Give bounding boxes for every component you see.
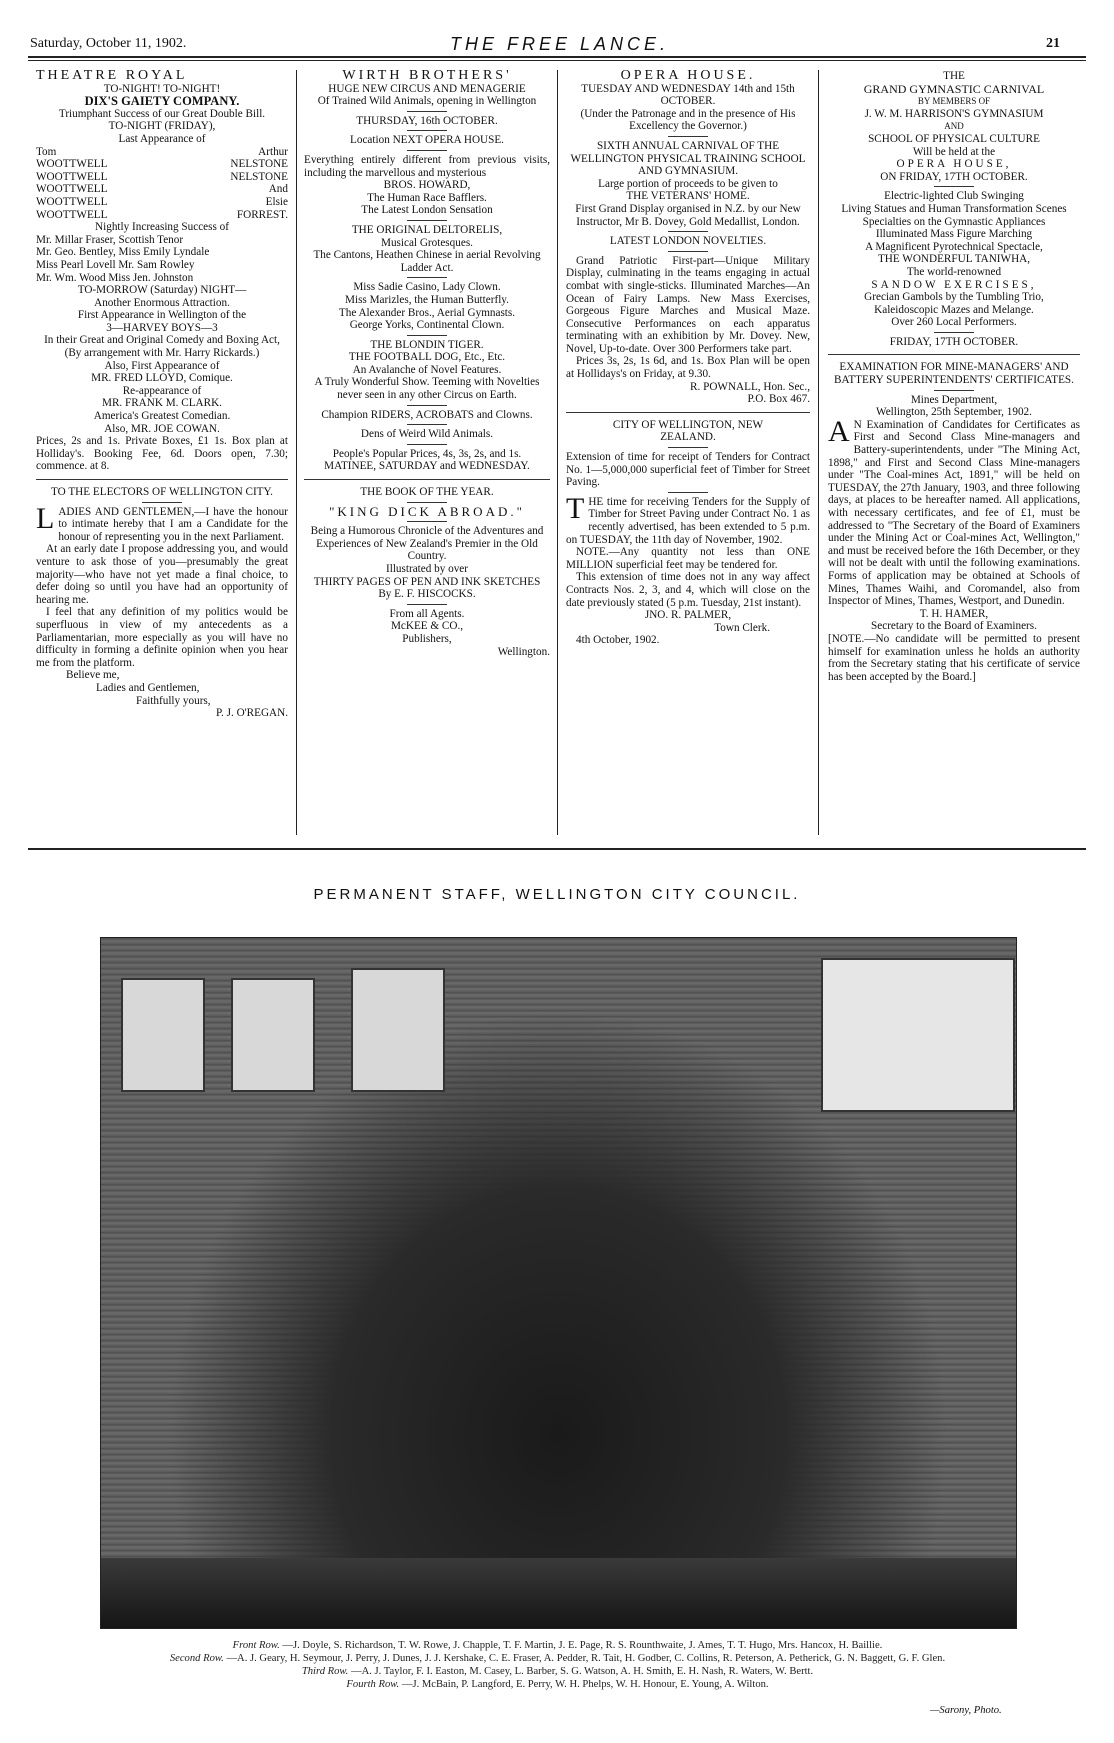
notice-text: HE time for receiving Tenders for the Supply of Timber for Street Paving under Contract No. 1 as recently advertised, has been extended to 5 p.m. on TUESDAY, the 11th day of November, 1902. [566, 495, 810, 546]
ad-line: Nightly Increasing Success of [95, 221, 229, 234]
caption-row [100, 1678, 1015, 1691]
column-divider [818, 70, 819, 835]
ad-line: Large portion of proceeds to be given to [598, 177, 778, 190]
caption-row-label: Front Row. [232, 1640, 280, 1651]
caption-row [100, 1665, 1015, 1678]
section-rule [28, 848, 1086, 850]
ad-line: THE WONDERFUL TANIWHA, [877, 253, 1031, 266]
ad-line: Of Trained Wild Animals, opening in Wellington [317, 95, 537, 108]
ad-line: Over 260 Local Performers. [891, 316, 1017, 329]
notice-text: N Examination of Candidates for Certificates as First and Second Class Mine-managers and Battery-superintendents, under "The Mining Act, 1898," and First and Second Class Mine-managers under "The Coal-mines Act, 1891," will be held on TUESDAY, the 27th January, 1903, and three following days, at places to be hereafter named. All applications, with necessary certificates, and fee of £1, must be addressed to "The Secretary of the Board of Examiners under the Mining Act or Coal-mines Act, Wellington," and must be received before the 16th December, or they will not be dealt with until the following examinations. Forms of application may be obtained at Schools of Mines, Thames Waihi, and Coromandel, also from Inspector of Mines, Thames, Westport, and Dunedin. [828, 418, 1080, 608]
separator [668, 251, 708, 252]
ad-line: Mr. Wm. Wood Miss Jen. Johnston [36, 271, 194, 284]
ad-line: Miss Pearl Lovell Mr. Sam Rowley [36, 258, 195, 271]
separator [407, 502, 447, 503]
ad-line: An Avalanche of Novel Features. [352, 363, 502, 376]
caption-row-label: Third Row. [301, 1666, 349, 1677]
cast-right: And [268, 183, 288, 196]
ad-line: MATINEE, SATURDAY and WEDNESDAY. [324, 460, 530, 473]
photo-credit: —Sarony, Photo. [930, 1705, 1002, 1716]
ad-line: THURSDAY, 16th OCTOBER. [356, 114, 498, 127]
ad-line: FRIDAY, 17TH OCTOBER. [889, 335, 1019, 348]
ad-line: Re-appearance of [122, 384, 202, 397]
notice-title: CITY OF WELLINGTON, NEW ZEALAND. [612, 418, 764, 444]
ad-line: From all Agents. [389, 607, 465, 620]
ad-line: J. W. M. HARRISON'S GYMNASIUM [864, 107, 1044, 120]
cast-left: WOOTTWELL [36, 208, 108, 221]
cast-left: WOOTTWELL [36, 170, 108, 183]
notice-line: Mines Department, [910, 393, 998, 406]
notice-signature: Secretary to the Board of Examiners. [871, 620, 1037, 633]
ad-line: Location NEXT OPERA HOUSE. [350, 134, 504, 147]
photo-sky [821, 958, 1015, 1112]
separator [407, 130, 447, 131]
notice-paragraph: This extension of time does not in any way affect Contracts Nos. 2, 3, and 4, which will close on the date previously stated (5 p.m. Tuesday, 21st instant). [566, 571, 810, 609]
ad-line: Publishers, [402, 632, 452, 645]
book-title: "KING DICK ABROAD." [329, 503, 525, 519]
ad-line: By E. F. HISCOCKS. [378, 588, 476, 601]
notice-paragraph [566, 491, 810, 546]
separator [142, 502, 182, 503]
caption-row [100, 1639, 1015, 1652]
masthead: THE FREE LANCE. [450, 34, 670, 54]
photo-caption [100, 1639, 1015, 1691]
letter-paragraph [36, 501, 288, 544]
signature: P. J. O'REGAN. [216, 707, 288, 720]
ad-line: TO-NIGHT (FRIDAY), [108, 120, 216, 133]
ad-line: TO-MORROW (Saturday) NIGHT— [77, 284, 247, 297]
ad-line: A Truly Wonderful Show. Teeming with Novelties never seen in any other Circus on Earth. [314, 376, 540, 402]
separator [668, 231, 708, 232]
ad-line: Illustrated by over [385, 563, 469, 575]
ad-line: HUGE NEW CIRCUS AND MENAGERIE [328, 82, 526, 95]
separator [668, 447, 708, 448]
caption-names: —A. J. Taylor, F. I. Easton, M. Casey, L. Barber, S. G. Watson, A. H. Smith, E. H. Nash, R. Waters, W. Bertt. [351, 1666, 814, 1677]
separator [407, 335, 447, 336]
notice-paragraph: NOTE.—Any quantity not less than ONE MILLION superficial feet may be tendered for. [566, 546, 810, 571]
ad-prices: Prices, 2s and 1s. Private Boxes, £1 1s. Box plan at Holliday's. Booking Fee, 6d. Doors open, 7.30; commence. at 8. [36, 435, 288, 473]
ad-line: The Alexander Bros., Aerial Gymnasts. [338, 306, 516, 319]
ad-line: SIXTH ANNUAL CARNIVAL OF THE WELLINGTON PHYSICAL TRAINING SCHOOL AND GYMNASIUM. [570, 139, 806, 178]
ad-line: THE [943, 70, 965, 82]
column-opera-house [566, 70, 810, 647]
notice-paragraph: Extension of time for receipt of Tenders for Contract No. 1—5,000,000 superficial feet of Timber for Street Paving. [566, 451, 810, 489]
ad-line: ON FRIDAY, 17TH OCTOBER. [880, 170, 1028, 183]
ad-title: THE BOOK OF THE YEAR. [360, 486, 494, 499]
ad-line: The Latest London Sensation [361, 204, 493, 217]
separator [407, 444, 447, 445]
ad-line: TUESDAY AND WEDNESDAY 14th and 15th OCTOBER. [581, 82, 795, 108]
photo-window [231, 978, 315, 1092]
column-gymnastic-carnival [828, 70, 1080, 683]
letter-closing: Ladies and Gentlemen, [96, 681, 200, 694]
ad-line: Last Appearance of [118, 132, 206, 145]
ad-line: THE FOOTBALL DOG, Etc., Etc. [348, 351, 506, 364]
caption-names: —A. J. Geary, H. Seymour, J. Perry, J. Dunes, J. J. Kershake, C. E. Fraser, A. Pedder, R. Tait, H. Godber, C. Collins, R. Peterson, A. Petherick, G. N. Baggett, G. F. Glen. [226, 1653, 946, 1664]
separator [36, 479, 288, 480]
ad-line: Living Statues and Human Transformation Scenes [841, 202, 1067, 215]
ad-line: MR. FRANK M. CLARK. [102, 397, 222, 410]
ad-line: SCHOOL OF PHYSICAL CULTURE [868, 132, 1040, 145]
issue-date: Saturday, October 11, 1902. [30, 36, 187, 51]
ad-line: The world-renowned [906, 265, 1002, 278]
ad-line: TO-NIGHT! TO-NIGHT! [103, 82, 221, 95]
letter-closing: Believe me, [66, 669, 120, 682]
ad-line: Dens of Weird Wild Animals. [360, 428, 494, 441]
letter-paragraph: I feel that any definition of my politics would be superfluous in view of my antecedents as a Parliamentarian, more especially as you will have no difficulty in forming a definite opinion when you hear me from the platform. [36, 606, 288, 669]
photo-window [121, 978, 205, 1092]
ad-line: The Human Race Bafflers. [367, 191, 487, 204]
separator [934, 332, 974, 333]
separator [407, 220, 447, 221]
separator [407, 150, 447, 151]
ad-line: In their Great and Original Comedy and Boxing Act, [44, 334, 280, 347]
drop-cap: L [36, 501, 55, 535]
letter-title: TO THE ELECTORS OF WELLINGTON CITY. [51, 486, 273, 498]
separator [407, 405, 447, 406]
group-photograph [100, 937, 1017, 1629]
ad-title: OPERA HOUSE. [620, 68, 756, 83]
photo-title: PERMANENT STAFF, WELLINGTON CITY COUNCIL. [313, 886, 801, 903]
ad-title: THEATRE ROYAL [36, 68, 188, 83]
ad-line: THE ORIGINAL DELTORELIS, [351, 223, 503, 236]
cast-list [36, 146, 288, 222]
cast-right: FORREST. [236, 208, 288, 221]
ad-paragraph: Grand Patriotic First-part—Unique Military Display, culminating in the teams engaging in actual combat with single-sticks. Illuminated Marches—An Ocean of Fairy Lamps. New Mass Exercises, Gorgeous Figure Marches and Musical Maze. Consecutive Performances on each apparatus terminating with an exhibition by Mr. Dovey. New, Novel, Up-to-date. Over 300 Performers take part. [566, 254, 810, 355]
cast-right: NELSTONE [230, 158, 288, 171]
ad-line: R. POWNALL, Hon. Sec., [690, 380, 810, 393]
separator [407, 277, 447, 278]
ad-line: Grecian Gambols by the Tumbling Trio, [864, 291, 1044, 304]
cast-right: Elsie [265, 195, 288, 208]
ad-line: Kaleidoscopic Mazes and Melange. [874, 303, 1034, 316]
cast-right: NELSTONE [230, 170, 288, 183]
ad-line: SANDOW EXERCISES, [871, 278, 1037, 291]
ad-line: Another Enormous Attraction. [94, 296, 230, 309]
ad-line: Illuminated Mass Figure Marching [875, 228, 1033, 241]
ad-title: WIRTH BROTHERS' [342, 68, 512, 83]
ad-line: P.O. Box 467. [747, 393, 810, 406]
ad-line: Everything entirely different from previous visits, including the marvellous and mysterious [304, 153, 550, 179]
cast-left: WOOTTWELL [36, 195, 108, 208]
ad-line: Also, First Appearance of [104, 359, 220, 372]
header-rule-thin [28, 60, 1086, 61]
ad-line: Champion RIDERS, ACROBATS and Clowns. [321, 408, 533, 421]
caption-names: —J. Doyle, S. Richardson, T. W. Rowe, J. Chapple, T. F. Martin, J. E. Page, R. S. Rounthwaite, J. Ames, T. T. Hugo, Mrs. Hancox, H. Baillie. [282, 1640, 883, 1651]
ad-line: Specialties on the Gymnastic Appliances [862, 215, 1046, 228]
separator [407, 521, 447, 522]
ad-line: The Cantons, Heathen Chinese in aerial Revolving Ladder Act. [313, 249, 541, 274]
ad-line: Miss Sadie Casino, Lady Clown. [353, 281, 501, 294]
photo-window [351, 968, 445, 1092]
cast-left: Tom [36, 145, 57, 158]
separator [828, 354, 1080, 355]
column-divider [296, 70, 297, 835]
ad-line: Miss Marizles, the Human Butterfly. [345, 293, 509, 306]
ad-line: First Grand Display organised in N.Z. by our New Instructor, Mr B. Dovey, Gold Medallist, London. [575, 202, 801, 228]
separator [566, 412, 810, 413]
ad-line: Musical Grotesques. [381, 236, 473, 249]
ad-line: THIRTY PAGES OF PEN AND INK SKETCHES [313, 575, 541, 588]
ad-line: Also, MR. JOE COWAN. [104, 422, 220, 435]
ad-line: (Under the Patronage and in the presence of His Excellency the Governor.) [580, 107, 796, 133]
separator [304, 479, 550, 480]
ad-line: BROS. HOWARD, [383, 179, 471, 192]
ad-line: Electric-lighted Club Swinging [884, 190, 1024, 203]
ad-line: LATEST LONDON NOVELTIES. [609, 235, 767, 248]
notice-line: Wellington, 25th September, 1902. [876, 406, 1032, 419]
ad-line: 3—HARVEY BOYS—3 [106, 321, 218, 334]
ad-line: Mr. Millar Fraser, Scottish Tenor [36, 233, 184, 246]
cast-left: WOOTTWELL [36, 158, 108, 171]
ad-line: AND [944, 121, 964, 132]
column-divider [557, 70, 558, 835]
caption-row-label: Fourth Row. [346, 1679, 400, 1690]
ad-line: George Yorks, Continental Clown. [349, 319, 505, 332]
letter-paragraph: At an early date I propose addressing you, and would venture to ask those of you—presumably the great majority—who have not yet made a final choice, to defer doing so until you have had an opportunity of hearing me. [36, 543, 288, 606]
notice-signature: JNO. R. PALMER, [644, 609, 732, 622]
ad-line: BY MEMBERS OF [917, 96, 991, 107]
notice-date: 4th October, 1902. [576, 634, 660, 647]
separator [407, 604, 447, 605]
company-name: DIX'S GAIETY COMPANY. [84, 94, 240, 109]
drop-cap: T [566, 491, 585, 525]
ad-line: America's Greatest Comedian. [93, 410, 231, 423]
column-wirth-brothers [304, 70, 550, 658]
ad-line: THE VETERANS' HOME. [626, 190, 750, 203]
separator [934, 390, 974, 391]
column-theatre-royal [36, 70, 288, 720]
ad-line: First Appearance in Wellington of the [77, 309, 247, 322]
ad-line: Will be held at the [912, 145, 996, 158]
photo-floor [101, 1558, 1016, 1628]
ad-line: A Magnificent Pyrotechnical Spectacle, [865, 240, 1043, 253]
notice-title: EXAMINATION FOR MINE-MANAGERS' AND BATTERY SUPERINTENDENTS' CERTIFICATES. [834, 361, 1074, 387]
ad-line: MR. FRED LLOYD, Comique. [91, 372, 233, 385]
ad-line: Being a Humorous Chronicle of the Adventures and Experiences of New Zealand's Premier in the Old Country. [310, 525, 544, 563]
separator [934, 186, 974, 187]
letter-text: ADIES AND GENTLEMEN,—I have the honour to intimate hereby that I am a Candidate for the honour of representing you in the next Parliament. [58, 505, 288, 543]
ad-paragraph: Prices 3s, 2s, 1s 6d, and 1s. Box Plan will be open at Hollidays's on Friday, at 9.30. [566, 355, 810, 381]
ad-line: Mr. Geo. Bentley, Miss Emily Lyndale [36, 246, 210, 259]
separator [668, 136, 708, 137]
ad-title: GRAND GYMNASTIC CARNIVAL [863, 81, 1045, 96]
separator [407, 111, 447, 112]
caption-row-label: Second Row. [169, 1653, 224, 1664]
header-rule [28, 56, 1086, 58]
caption-row [100, 1652, 1015, 1665]
ad-line: OPERA HOUSE, [896, 158, 1012, 171]
notice-paragraph: [NOTE.—No candidate will be permitted to present himself for examination unless he holds an authority from the Secretary stating that his certificate of service has been accepted by the Board.] [828, 632, 1080, 683]
ad-line: Triumphant Success of our Great Double Bill. [58, 107, 266, 120]
ad-line: McKEE & CO., [390, 620, 464, 633]
separator [407, 424, 447, 425]
separator [668, 492, 708, 493]
notice-signature: Town Clerk. [714, 621, 770, 634]
page-number: 21 [1046, 36, 1060, 51]
drop-cap: A [828, 414, 850, 448]
ad-line: Wellington. [497, 645, 550, 658]
cast-right: Arthur [258, 145, 288, 158]
cast-left: WOOTTWELL [36, 183, 108, 196]
ad-line: THE BLONDIN TIGER. [370, 338, 484, 351]
notice-paragraph [828, 414, 1080, 608]
caption-names: —J. McBain, P. Langford, E. Perry, W. H. Phelps, W. H. Honour, E. Young, A. Wilton. [401, 1679, 769, 1690]
letter-closing: Faithfully yours, [136, 694, 211, 707]
ad-line: (By arrangement with Mr. Harry Rickards.) [64, 347, 260, 360]
notice-signature: T. H. HAMER, [919, 607, 989, 620]
ad-line: People's Popular Prices, 4s, 3s, 2s, and 1s. [332, 447, 522, 460]
